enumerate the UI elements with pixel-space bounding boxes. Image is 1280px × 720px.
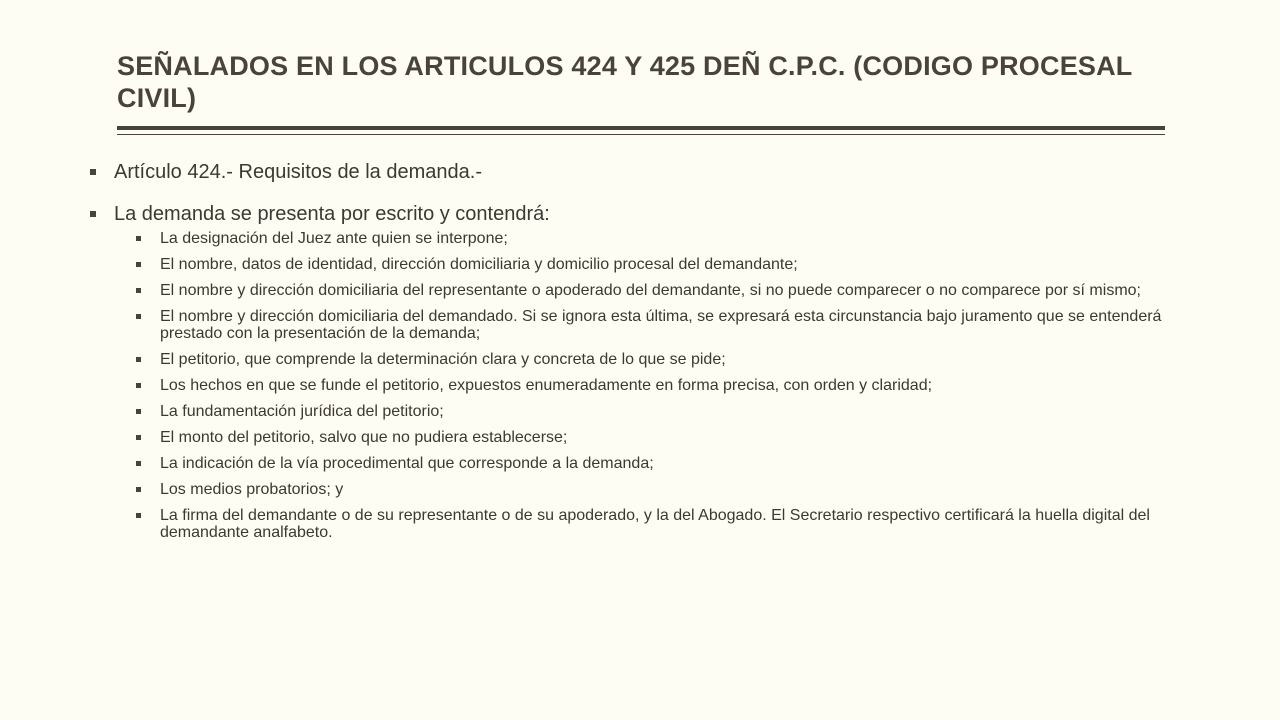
sub-bullet-item bbox=[114, 429, 1178, 446]
square-bullet-icon bbox=[136, 513, 141, 518]
sub-bullet-text: El nombre y dirección domiciliaria del representante o apoderado del demandante, si no puede comparecer o no comparece por sí mismo; bbox=[160, 282, 1141, 299]
sub-bullet-item bbox=[114, 351, 1178, 368]
bullet-item bbox=[88, 202, 1178, 541]
square-bullet-icon bbox=[136, 236, 141, 241]
sub-bullet-text: La indicación de la vía procedimental que corresponde a la demanda; bbox=[160, 455, 654, 472]
square-bullet-icon bbox=[136, 288, 141, 293]
square-bullet-icon bbox=[136, 314, 141, 319]
square-bullet-icon bbox=[136, 487, 141, 492]
square-bullet-icon bbox=[136, 461, 141, 466]
square-bullet-icon bbox=[136, 357, 141, 362]
square-bullet-icon bbox=[90, 211, 96, 217]
square-bullet-icon bbox=[90, 169, 96, 175]
sub-bullet-text: La designación del Juez ante quien se interpone; bbox=[160, 230, 508, 247]
sub-bullet-item bbox=[114, 455, 1178, 472]
square-bullet-icon bbox=[136, 262, 141, 267]
square-bullet-icon bbox=[136, 435, 141, 440]
sub-bullet-item bbox=[114, 507, 1178, 541]
sub-bullet-text: El nombre y dirección domiciliaria del demandado. Si se ignora esta última, se expresará esta circunstancia bajo juramento que se entenderá prestado con la presentación de la demanda; bbox=[160, 308, 1162, 342]
slide-body bbox=[88, 160, 1178, 559]
sub-bullet-item bbox=[114, 256, 1178, 273]
square-bullet-icon bbox=[136, 383, 141, 388]
sub-bullet-item bbox=[114, 308, 1178, 342]
title-divider-thick bbox=[117, 126, 1165, 130]
sub-bullet-text: La firma del demandante o de su representante o de su apoderado, y la del Abogado. El Secretario respectivo certificará la huella digital del demandante analfabeto. bbox=[160, 507, 1150, 541]
sub-bullet-text: El monto del petitorio, salvo que no pudiera establecerse; bbox=[160, 429, 568, 446]
bullet-list bbox=[88, 160, 1178, 541]
square-bullet-icon bbox=[136, 409, 141, 414]
bullet-item bbox=[88, 160, 1178, 184]
sub-bullet-text: Los hechos en que se funde el petitorio, expuestos enumeradamente en forma precisa, con orden y claridad; bbox=[160, 377, 933, 394]
sub-bullet-list bbox=[114, 230, 1178, 541]
sub-bullet-item bbox=[114, 230, 1178, 247]
bullet-text: La demanda se presenta por escrito y contendrá: bbox=[114, 203, 550, 225]
slide-title: SEÑALADOS EN LOS ARTICULOS 424 Y 425 DEÑ C.P.C. (CODIGO PROCESAL CIVIL) bbox=[117, 51, 1133, 113]
sub-bullet-text: El petitorio, que comprende la determinación clara y concreta de lo que se pide; bbox=[160, 351, 726, 368]
sub-bullet-text: La fundamentación jurídica del petitorio; bbox=[160, 403, 444, 420]
bullet-text: Artículo 424.- Requisitos de la demanda.- bbox=[114, 161, 482, 183]
sub-bullet-item bbox=[114, 481, 1178, 498]
sub-bullet-item bbox=[114, 282, 1178, 299]
sub-bullet-item bbox=[114, 377, 1178, 394]
title-divider-thin bbox=[117, 134, 1165, 135]
sub-bullet-text: El nombre, datos de identidad, dirección domiciliaria y domicilio procesal del demandante; bbox=[160, 256, 798, 273]
sub-bullet-item bbox=[114, 403, 1178, 420]
sub-bullet-text: Los medios probatorios; y bbox=[160, 481, 344, 498]
